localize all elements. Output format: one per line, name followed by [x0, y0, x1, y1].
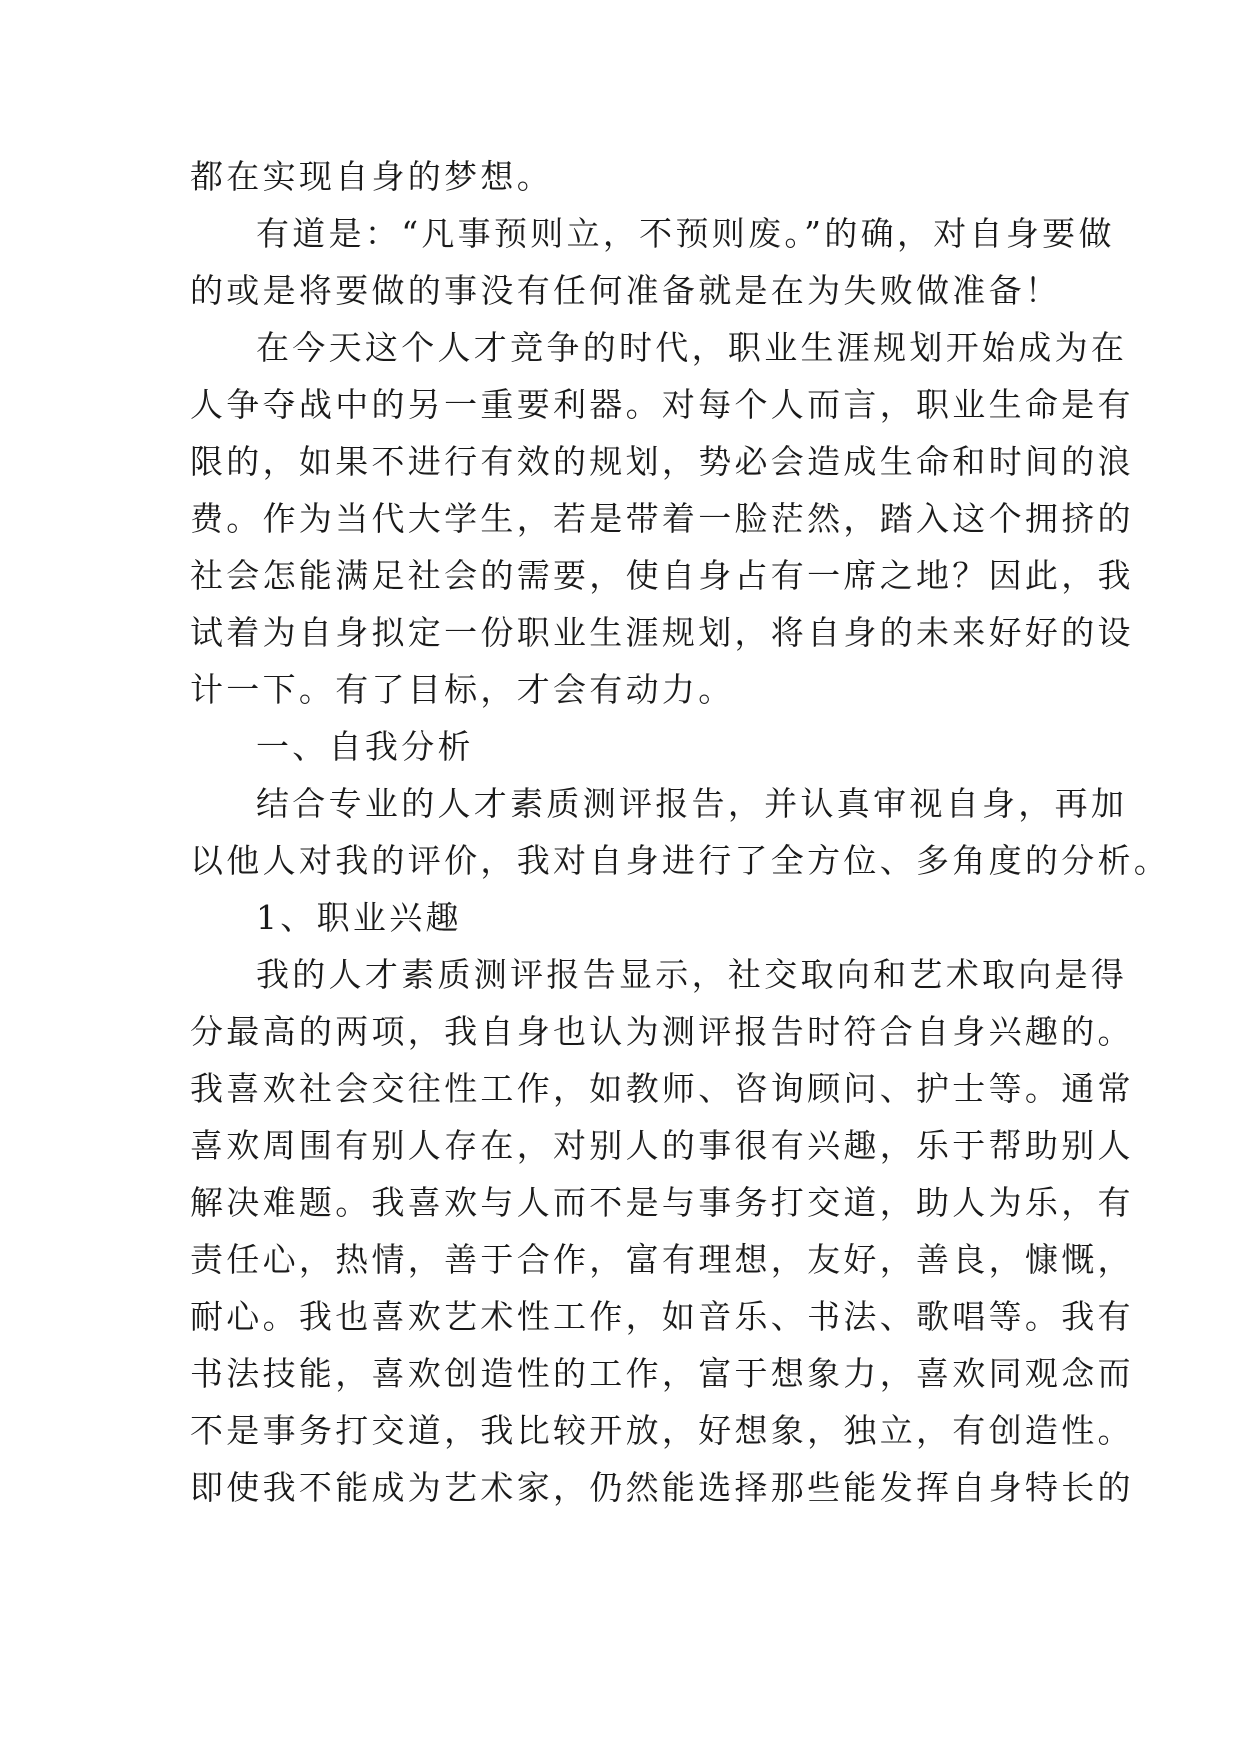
text-line: 解决难题。我喜欢与人而不是与事务打交道，助人为乐，有	[190, 1183, 1134, 1222]
text-line: 人争夺战中的另一重要利器。对每个人而言，职业生命是有	[190, 385, 1134, 424]
body-text	[190, 148, 1171, 1516]
text-line: 都在实现自身的梦想。	[190, 157, 553, 196]
text-line: 书法技能，喜欢创造性的工作，富于想象力，喜欢同观念而	[190, 1354, 1134, 1393]
text-line: 计一下。有了目标，才会有动力。	[190, 670, 735, 709]
text-line: 即使我不能成为艺术家，仍然能选择那些能发挥自身特长的	[190, 1468, 1134, 1507]
section-heading: 一、自我分析	[256, 727, 474, 766]
text-line: 喜欢周围有别人存在，对别人的事很有兴趣，乐于帮助别人	[190, 1126, 1134, 1165]
text-line: 我喜欢社会交往性工作，如教师、咨询顾问、护士等。通常	[190, 1069, 1134, 1108]
text-line: 的或是将要做的事没有任何准备就是在为失败做准备！	[190, 271, 1062, 310]
text-line: 限的，如果不进行有效的规划，势必会造成生命和时间的浪	[190, 442, 1134, 481]
text-line: 责任心，热情，善于合作，富有理想，友好，善良，慷慨，	[190, 1240, 1134, 1279]
text-line: 在今天这个人才竞争的时代，职业生涯规划开始成为在	[256, 328, 1128, 367]
text-line: 社会怎能满足社会的需要，使自身占有一席之地？因此，我	[190, 556, 1134, 595]
text-line: 以他人对我的评价，我对自身进行了全方位、多角度的分析。	[190, 841, 1171, 880]
text-line: 我的人才素质测评报告显示，社交取向和艺术取向是得	[256, 955, 1128, 994]
text-line: 费。作为当代大学生，若是带着一脸茫然，踏入这个拥挤的	[190, 499, 1134, 538]
text-line: 耐心。我也喜欢艺术性工作，如音乐、书法、歌唱等。我有	[190, 1297, 1134, 1336]
subsection-heading: 1、职业兴趣	[256, 898, 462, 937]
text-line: 结合专业的人才素质测评报告，并认真审视自身，再加	[256, 784, 1128, 823]
text-line: 试着为自身拟定一份职业生涯规划，将自身的未来好好的设	[190, 613, 1134, 652]
text-line: 不是事务打交道，我比较开放，好想象，独立，有创造性。	[190, 1411, 1134, 1450]
text-line: 分最高的两项，我自身也认为测评报告时符合自身兴趣的。	[190, 1012, 1134, 1051]
text-line: 有道是：“凡事预则立，不预则废。”的确，对自身要做	[256, 214, 1115, 253]
